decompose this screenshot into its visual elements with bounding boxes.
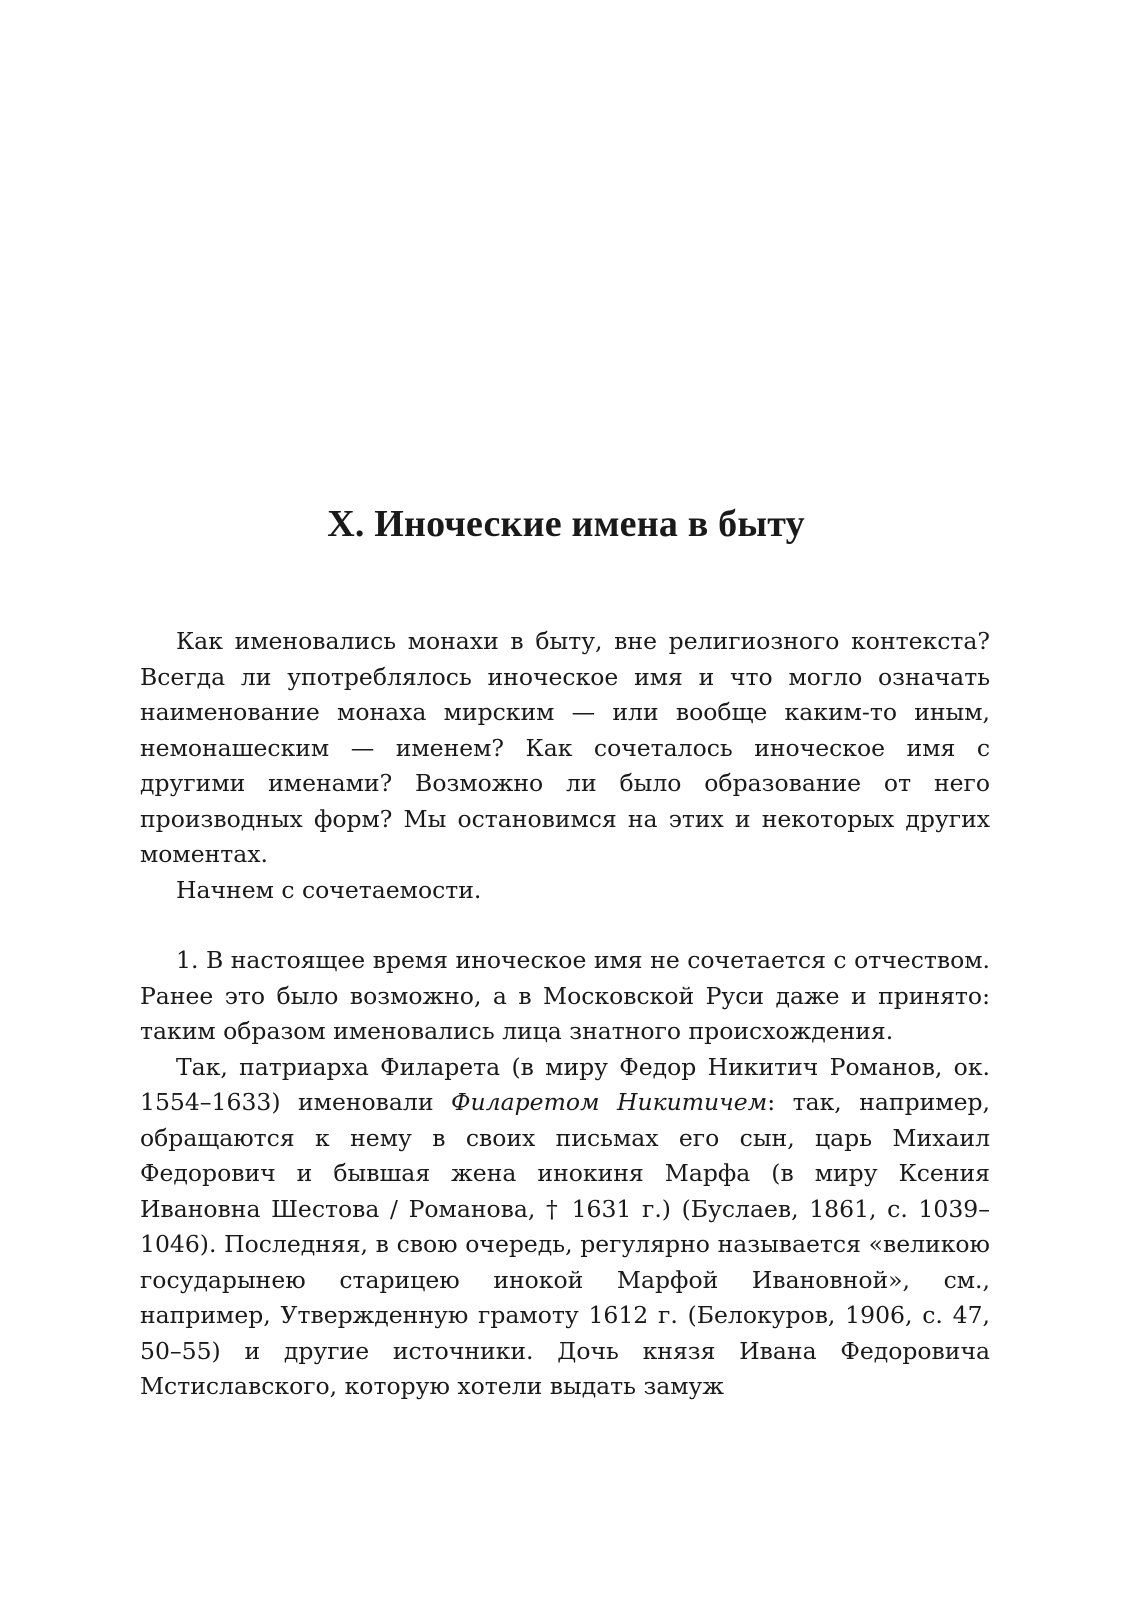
- body-text: [140, 624, 990, 1405]
- paragraph-filaret-text-start: Так, патриарха Филарета (в миру Федор Никитич Романов, ок. 1554–1633) именовали: [140, 1052, 990, 1116]
- paragraph-filaret: [140, 1050, 990, 1405]
- italic-name-filaret-nikitich: Филаретом Никитичем: [451, 1088, 768, 1116]
- paragraph-intro: Как именовались монахи в быту, вне религиозного контекста? Всегда ли употреблялось иноческое имя и что могло означать наименование монаха мирским — или вообще каким-то иным, немонашеским — именем? Как сочеталось иноческое имя с другими именами? Возможно ли было образование от него производных форм? Мы остановимся на этих и некоторых других моментах.: [140, 627, 990, 868]
- paragraph-start: Начнем с сочетаемости.: [176, 875, 482, 904]
- chapter-title: X. Иноческие имена в быту: [327, 503, 805, 545]
- paragraph-filaret-text-end: : так, например, обращаются к нему в своих письмах его сын, царь Михаил Федорович и бывшая жена инокиня Марфа (в миру Ксения Ивановна Шестова / Романова, † 1631 г.) (Буслаев, 1861, с. 1039–1046). Последняя, в свою очередь, регулярно называется «великою государынею старицею инокой Марфой Ивановной», см., например, Утвержденную грамоту 1612 г. (Белокуров, 1906, с. 47, 50–55) и другие источники. Дочь князя Ивана Федоровича Мстиславского, которую хотели выдать замуж: [140, 1088, 990, 1400]
- paragraph-section-1: 1. В настоящее время иноческое имя не сочетается с отчеством. Ранее это было возможно, а в Московской Руси даже и принято: таким образом именовались лица знатного происхождения.: [140, 946, 990, 1045]
